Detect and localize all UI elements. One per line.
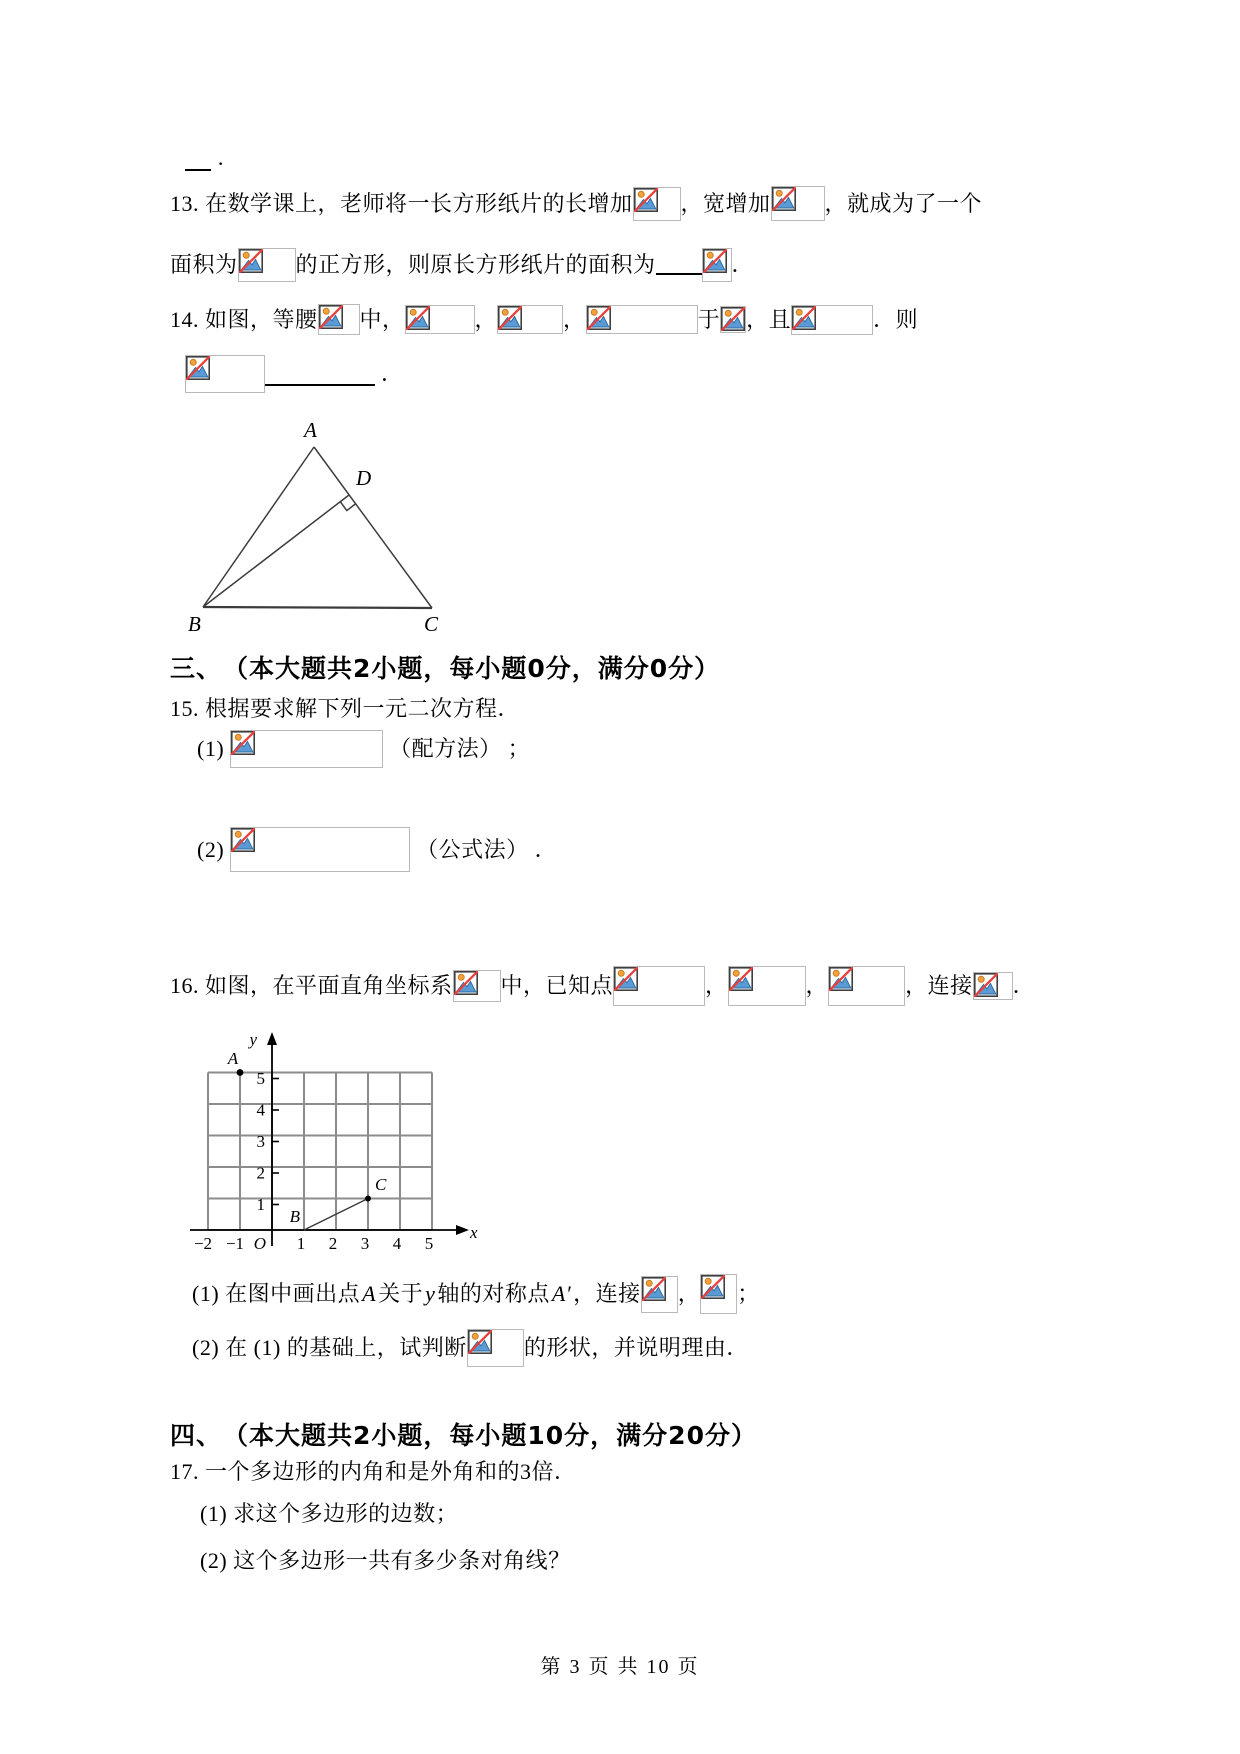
question-17-part-1: (1) 求这个多边形的边数； [200,1501,459,1526]
text-run: ， [677,1281,701,1307]
text-run: 面积为 [170,252,238,278]
answer-blank [185,167,211,171]
section-4-heading: 四、 （本大题共2小题，每小题10分，满分20分） [170,1421,757,1450]
section-3-heading: 三、 （本大题共2小题，每小题0分，满分0分） [170,654,721,683]
broken-image-icon [231,828,255,852]
x-tick-3: 3 [360,1234,370,1253]
y-tick-1: 1 [256,1195,265,1214]
text-run: ．则 [873,306,919,332]
page-footer: 第 3 页 共 10 页 [540,1656,700,1678]
broken-image-icon [642,1277,666,1301]
x-tick-neg1: −1 [225,1234,245,1253]
broken-image-placeholder[interactable] [973,972,1013,1000]
x-tick-neg2: −2 [193,1234,213,1253]
answer-blank [656,271,702,275]
point-label-d: D [356,466,372,490]
question-13-line-1 [170,186,982,221]
coordinate-grid-figure [183,1028,483,1258]
broken-image-icon [468,1330,492,1354]
segment-bd [203,495,349,607]
broken-image-icon [498,306,522,330]
text-run: ． [375,361,404,387]
text-run: ， [474,306,498,332]
point-label-c: C [424,612,439,636]
y-tick-5: 5 [256,1069,265,1088]
text-run: ，宽增加 [680,190,771,216]
broken-image-placeholder[interactable] [828,966,905,1006]
text-run: (2) [197,836,231,862]
math-variable: y [425,1281,436,1307]
broken-image-icon [703,249,727,273]
broken-image-placeholder[interactable] [702,248,732,282]
text-run: (1) [197,736,231,762]
question-14-answer-line [185,355,404,393]
broken-image-icon [772,187,796,211]
x-tick-1: 1 [296,1234,306,1253]
text-run: 于 [697,306,721,332]
text-run: 轴的对称点 [437,1281,550,1307]
question-14-line [170,304,918,335]
text-run: ，且 [746,306,792,332]
broken-image-placeholder[interactable] [467,1329,524,1367]
text-run: ，连接 [573,1281,641,1307]
grid-point-label-b: B [289,1207,300,1226]
text-run: (1) 在图中画出点 [192,1281,361,1307]
text-run: 的形状，并说明理由． [523,1335,749,1361]
text-run: ， [705,973,728,999]
text-run: 中， [359,306,405,332]
broken-image-placeholder[interactable] [720,306,746,333]
question-15-part-2 [197,827,557,872]
text-run: （公式法） ． [410,836,558,862]
text-run: ． [731,252,755,278]
right-angle-mark [340,502,355,511]
text-run: ， [805,973,829,999]
question-17-stem: 17. 一个多边形的内角和是外角和的3倍． [170,1459,577,1484]
text-run: ，就成为了一个 [824,190,983,216]
broken-image-icon [792,306,816,330]
broken-image-placeholder[interactable] [497,305,563,334]
broken-image-icon [231,731,255,755]
question-15-stem: 15. 根据要求解下列一元二次方程． [170,696,521,721]
answer-blank [265,382,375,386]
text-run: 13. 在数学课上，老师将一长方形纸片的长增加 [170,190,633,216]
broken-image-icon [974,973,998,997]
fragment-line [185,150,225,178]
text-run: 关于 [378,1281,424,1307]
question-15-part-1 [197,730,530,768]
broken-image-icon [729,967,753,991]
broken-image-placeholder[interactable] [453,970,501,1002]
broken-image-placeholder[interactable] [633,187,681,221]
question-16-part-2 [192,1329,749,1367]
text-run: (2) 在 (1) 的基础上，试判断 [192,1335,467,1361]
broken-image-placeholder[interactable] [185,355,265,393]
triangle-side-bc [203,607,432,608]
text-run: （配方法） ； [383,736,531,762]
broken-image-icon [721,307,745,331]
y-axis-ticks [272,1079,279,1205]
origin-label: O [253,1234,266,1253]
broken-image-icon [186,356,210,380]
broken-image-icon [614,967,638,991]
broken-image-placeholder[interactable] [613,966,705,1006]
point-a-dot [237,1069,244,1076]
text-run: ； [737,1281,760,1307]
math-variable: A′ [551,1281,572,1307]
text-run: ，连接 [905,973,973,999]
broken-image-placeholder[interactable] [318,304,360,335]
broken-image-placeholder[interactable] [700,1274,737,1314]
broken-image-placeholder[interactable] [771,186,825,221]
broken-image-placeholder[interactable] [586,305,698,334]
triangle-side-ab [203,447,314,607]
y-tick-2: 2 [256,1163,265,1183]
broken-image-icon [454,971,478,995]
x-tick-5: 5 [424,1234,434,1253]
text-run: · [211,151,225,176]
broken-image-icon [829,967,853,991]
broken-image-icon [701,1275,725,1299]
broken-image-placeholder[interactable] [230,730,383,768]
broken-image-placeholder[interactable] [791,305,873,335]
broken-image-icon [587,306,611,330]
text-run: 中，已知点 [500,973,614,999]
triangle-side-ac [314,447,432,608]
question-13-line-2 [170,248,754,282]
point-c-dot [365,1196,371,1202]
question-17-part-2: (2) 这个多边形一共有多少条对角线？ [200,1548,571,1573]
broken-image-icon [634,188,658,212]
broken-image-placeholder[interactable] [230,827,410,872]
axis-label-y: y [249,1030,257,1049]
broken-image-icon [406,306,430,330]
broken-image-placeholder[interactable] [238,248,296,282]
broken-image-icon [239,249,263,273]
text-run: ， [563,306,586,332]
x-tick-4: 4 [392,1234,402,1253]
x-tick-2: 2 [328,1234,338,1253]
broken-image-placeholder[interactable] [641,1276,678,1313]
axis-label-x: x [470,1223,478,1242]
broken-image-placeholder[interactable] [405,305,475,334]
math-variable: A [362,1281,377,1307]
y-axis-arrow [267,1032,277,1045]
x-axis-arrow [456,1225,469,1235]
text-run: ． [1012,973,1036,999]
broken-image-icon [319,305,343,329]
broken-image-placeholder[interactable] [728,966,806,1006]
text-run: 16. 如图，在平面直角坐标系 [170,973,453,999]
triangle-figure [178,415,448,643]
grid-lines [208,1073,432,1231]
grid-point-label-a: A [227,1049,239,1068]
point-label-a: A [304,418,317,442]
question-16-line [170,966,1035,1006]
question-16-part-1 [192,1274,760,1314]
point-label-b: B [188,612,201,636]
grid-point-label-c: C [375,1175,387,1194]
text-run: 14. 如图，等腰 [170,306,318,332]
text-run: 的正方形，则原长方形纸片的面积为 [295,252,656,278]
y-tick-3: 3 [256,1132,265,1151]
y-tick-4: 4 [256,1100,265,1120]
